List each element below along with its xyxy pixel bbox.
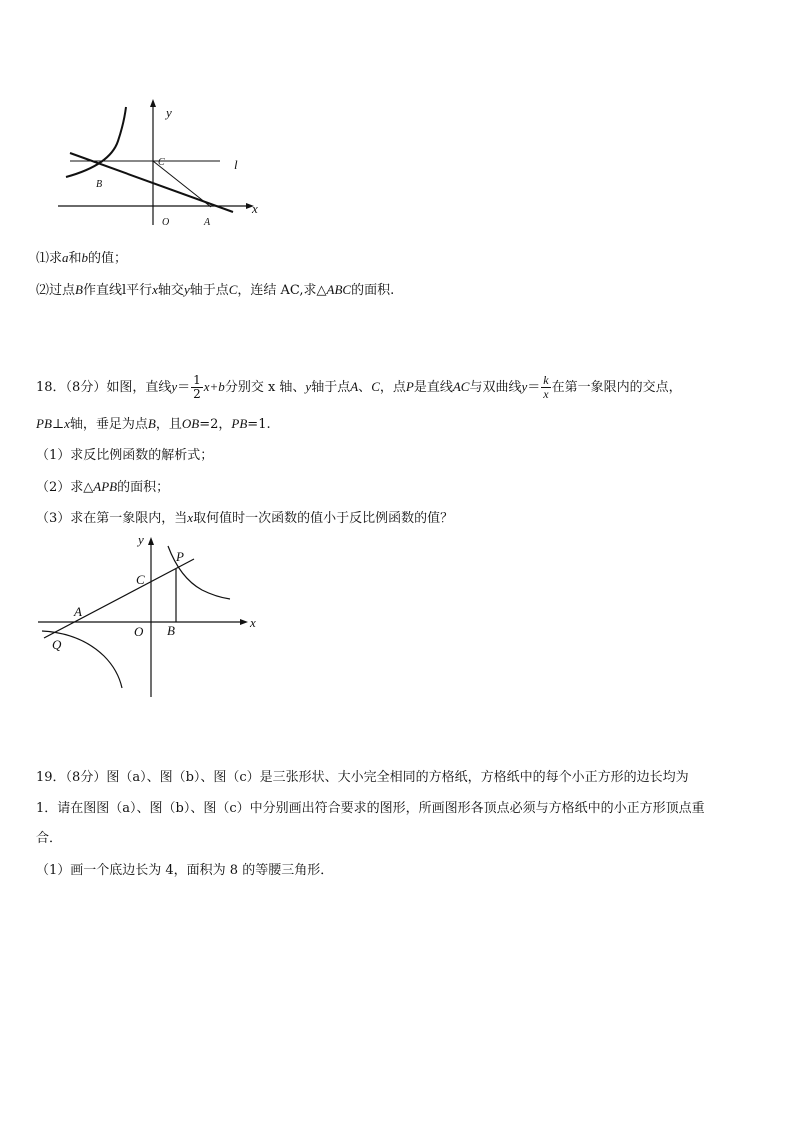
q18-l2-ob: OB [181,416,200,431]
q17-label-c: C [158,157,165,168]
q18-fraction-half [191,374,203,401]
q18-label-p: P [176,549,184,564]
q19-sub1: （1）画一个底边长为 4，面积为 8 的等腰三角形． [36,863,334,878]
q17-label-y: y [166,105,172,120]
q17-part2-prefix: ⑵过点 [36,283,76,298]
q18-l2-t5: =1. [247,417,271,432]
q18-sub2-suffix: 的面积； [117,480,170,495]
q18-sub1: （1）求反比例函数的解析式； [36,448,214,463]
q18-sub3-x: x [187,510,194,525]
q18-l2-b: B [147,416,156,431]
q18-l1-p: P [405,379,414,394]
q18-l1-t3: 分别交 x 轴、 [224,380,306,395]
q17-part2-t3: 轴于点 [189,283,229,298]
q17-var-b: b [81,250,89,265]
q18-sub2-apb: APB [93,479,118,494]
q18-label-y: y [138,532,144,547]
q17-part2-abc: ABC [326,282,352,297]
q17-part1-suffix: 的值； [88,251,128,266]
q17-figure [50,95,280,235]
q17-label-a: A [204,217,211,228]
q18-label-x: x [250,615,256,630]
q18-l1-y: y [171,379,178,394]
q18-label-c: C [136,572,145,587]
q18-l2-t4: =2， [199,417,232,432]
q18-label-b: B [167,623,175,638]
q17-label-l: l [234,157,238,172]
q18-frac-den: 2 [193,387,201,401]
q17-part1-prefix: ⑴求 [36,251,63,266]
q18-x-axis-arrow [240,619,248,625]
q18-l1-eq2: ＝ [527,380,541,395]
q17-label-b: B [96,179,103,190]
q17-hyperbola [66,107,126,177]
q18-frac-k: k [543,373,549,387]
q18-l1-t2: x+b [203,379,225,394]
q17-part2-t5: 的面积. [351,283,395,298]
q18-sub2 [36,477,169,498]
q18-frac-num: 1 [193,373,201,387]
q18-l1-t1: 18．（8分）如图，直线 [36,380,172,395]
q17-line-ab [70,153,233,212]
q18-l1-eq: ＝ [177,380,191,395]
q18-l1-y3: y [521,379,528,394]
q18-l1-c: C [371,379,380,394]
q18-l1-a: A [350,379,359,394]
q18-l2-pb: PB [36,416,52,431]
q18-l1-t9: 在第一象限内的交点， [551,380,682,395]
q18-figure [30,532,270,702]
q17-y-axis-arrow [150,99,156,107]
q18-l1-t7: 是直线 [413,380,453,395]
q18-l1-t6: ，点 [379,380,406,395]
q18-label-a: A [74,604,82,619]
q17-part2-y: y [183,282,190,297]
q17-part2-t4: ，连结 AC,求△ [237,283,327,298]
q18-l2-x: x [64,416,70,431]
q18-sub3 [36,508,453,529]
q17-part2-c: C [228,282,238,297]
q18-l1-t8: 与双曲线 [469,380,522,395]
q18-frac-x: x [543,387,549,401]
q18-l2-t3: ，且 [155,417,182,432]
q18-l1-t5: 、 [358,380,372,395]
q18-sub3-suffix: 取何值时一次函数的值小于反比例函数的值？ [193,511,454,526]
q18-l1-y2: y [305,379,312,394]
q18-line2 [36,414,271,435]
q17-part2-b: B [75,282,83,297]
q19-line1: 19．（8分）图（a）、图（b）、图（c）是三张形状、大小完全相同的方格纸，方格纸中的每个小正方形的边长均为 [36,770,689,785]
q18-sub2-prefix: （2）求△ [36,480,94,495]
q19-line3: 合． [36,831,63,846]
q18-sub3-prefix: （3）求在第一象限内，当 [36,511,188,526]
q17-part1-and: 和 [68,251,82,266]
q18-l2-t2: 轴，垂足为点 [69,417,148,432]
q17-label-o: O [162,217,170,228]
q17-part2 [36,280,394,301]
q18-label-q: Q [52,637,62,652]
q18-y-axis-arrow [148,537,154,545]
q18-l2-pb2: PB [231,416,248,431]
q18-l2-t1: ⊥ [51,417,65,432]
q18-label-o: O [134,624,144,639]
q19-line2: 1．请在图图（a）、图（b）、图（c）中分别画出符合要求的图形，所画图形各顶点必须与方格纸中的小正方形顶点重 [36,801,705,816]
q18-l1-ac: AC [452,379,470,394]
q17-part1 [36,248,127,269]
q17-label-x: x [252,201,258,216]
q17-part2-x: x [152,282,158,297]
q17-part2-t1: 作直线l平行 [82,283,153,298]
q17-var-a: a [62,250,69,265]
q18-line1 [36,372,682,403]
q17-part2-t2: 轴交 [157,283,184,298]
q18-fraction-k-over-x [541,374,550,401]
q18-l1-t4: 轴于点 [311,380,351,395]
